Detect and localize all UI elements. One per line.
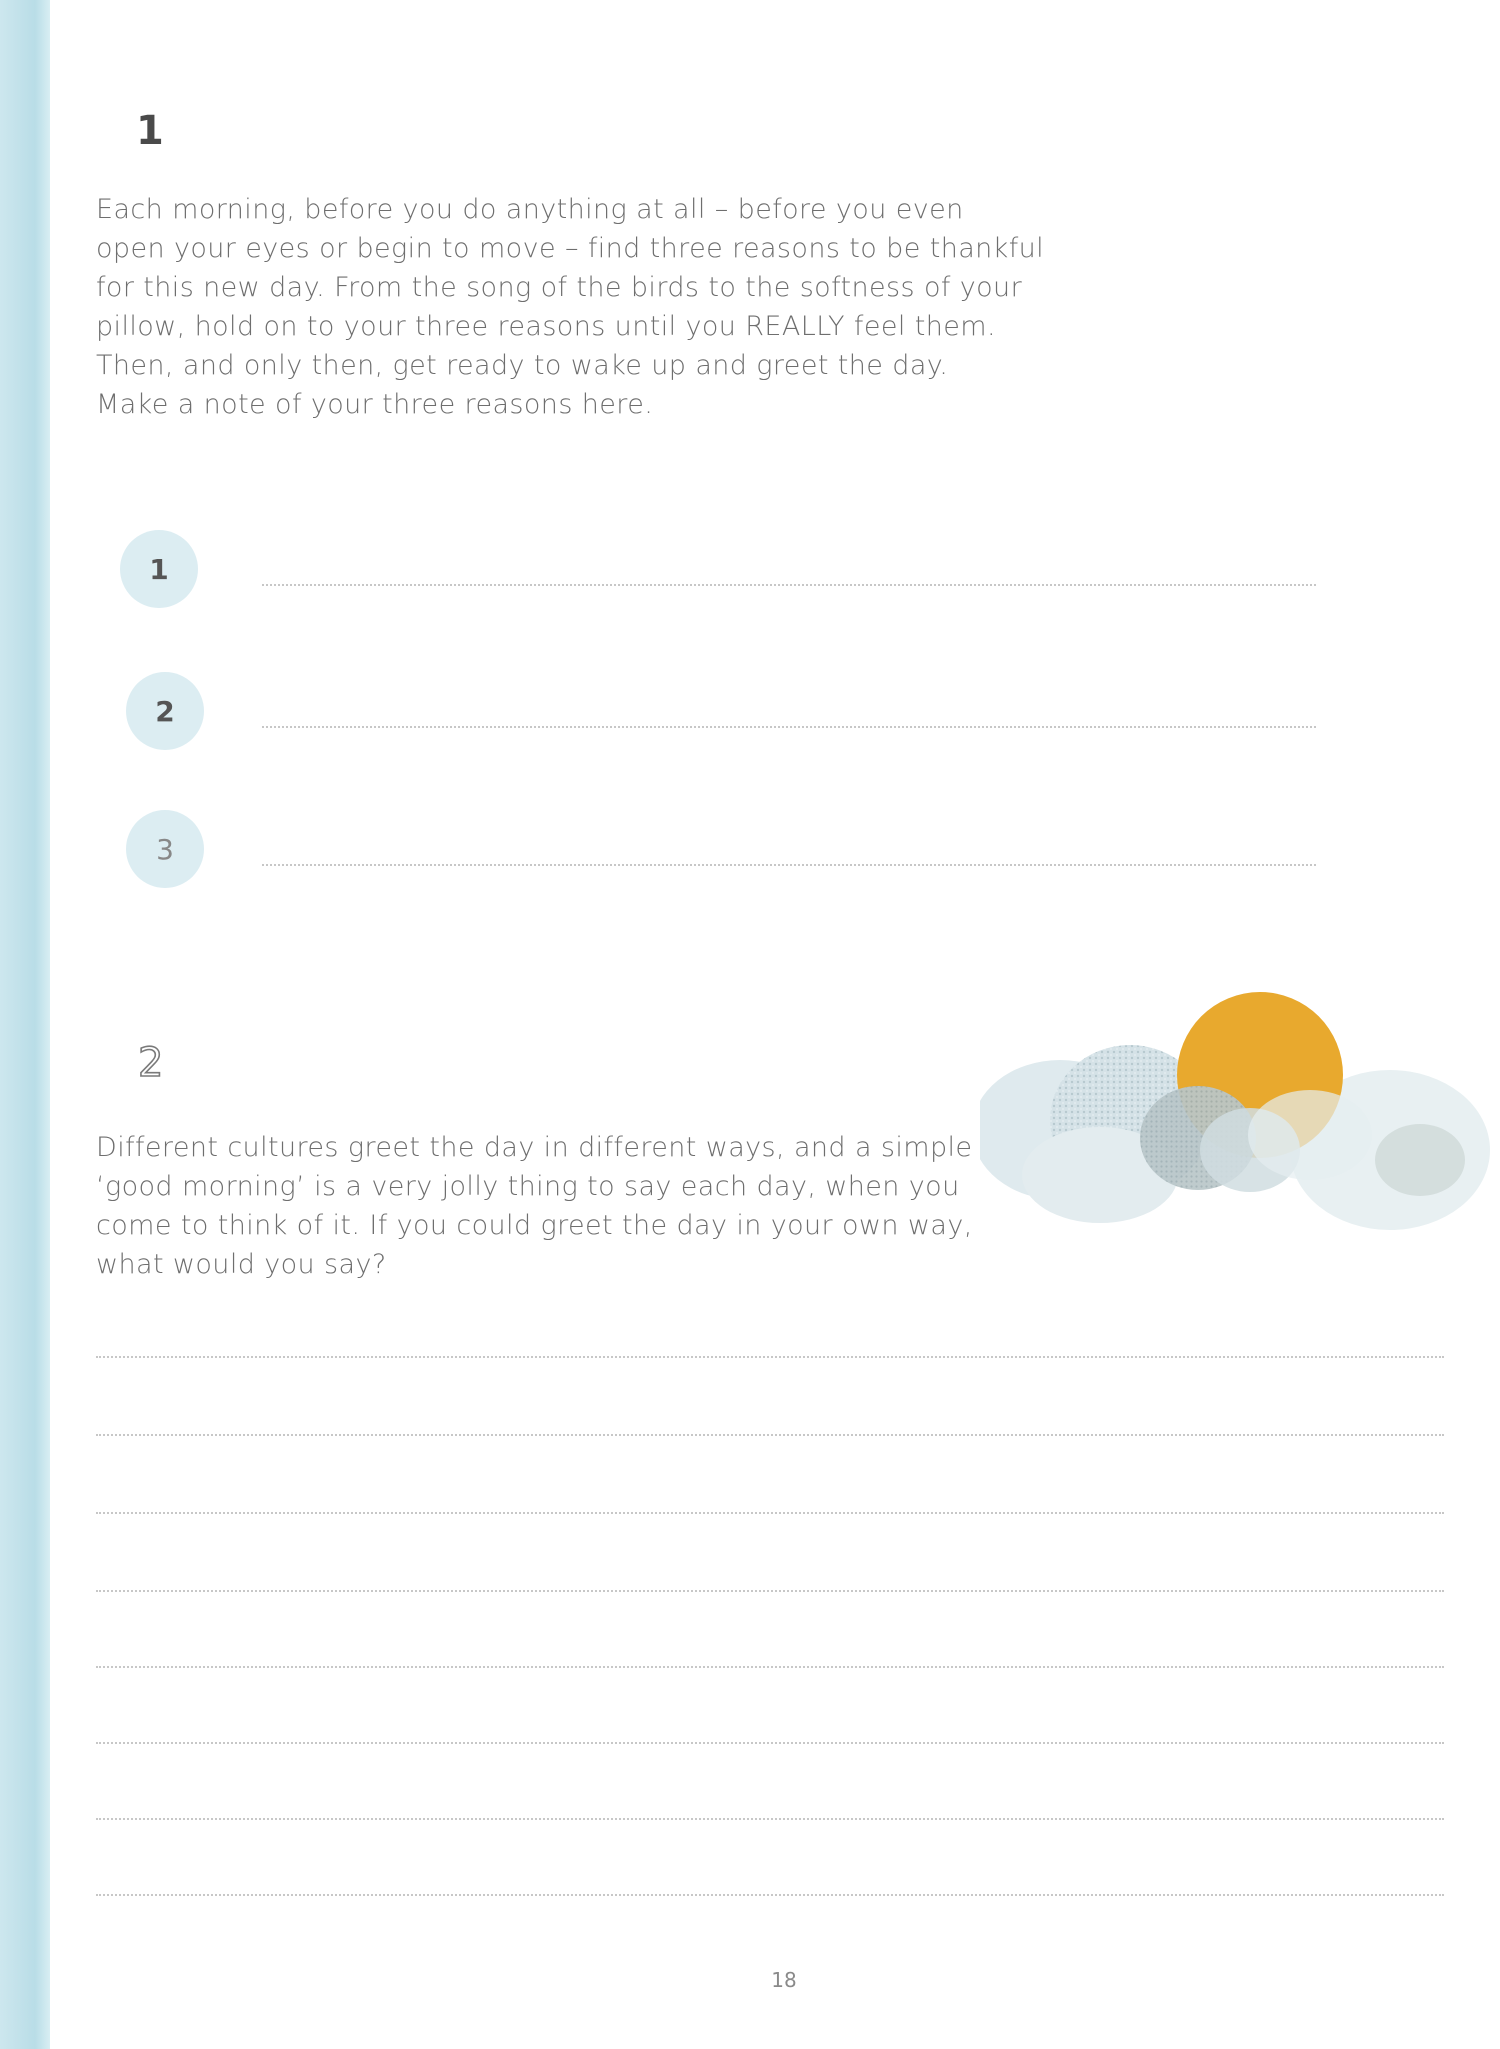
section-2-instructions: Different cultures greet the day in different ways, and a simple ‘good morning’ is a very jolly thing to say each day, when you come to think of it. If you could greet the day in your own way, what would you say? — [96, 1132, 973, 1280]
answer-line[interactable] — [96, 1818, 1444, 1820]
section-1-instructions: Each morning, before you do anything at all – before you even open your eyes or begin to move – find three reasons to be thankful for this new day. From the song of the birds to the softness of your pillow, hold on to your three reasons until you REALLY feel them. Then, and only then, get ready to wake up and greet the day. Make a note of your three reasons here. — [96, 194, 1045, 420]
cloud — [1375, 1124, 1465, 1196]
answer-line[interactable] — [96, 1590, 1444, 1592]
page-number: 18 — [771, 1968, 797, 1992]
sun-behind-clouds-icon — [980, 960, 1500, 1280]
answer-line[interactable] — [96, 1512, 1444, 1514]
reason-1-answer-line[interactable] — [262, 584, 1316, 586]
answer-line[interactable] — [96, 1434, 1444, 1436]
reason-3-badge: 3 — [126, 810, 204, 888]
reason-2-answer-line[interactable] — [262, 726, 1316, 728]
page-spine — [0, 0, 50, 2049]
section-2-number: 2 — [138, 1040, 164, 1086]
cloud — [1248, 1090, 1372, 1180]
reason-1-badge: 1 — [120, 530, 198, 608]
answer-line[interactable] — [96, 1666, 1444, 1668]
reason-2-badge: 2 — [126, 672, 204, 750]
answer-line[interactable] — [96, 1742, 1444, 1744]
answer-line[interactable] — [96, 1894, 1444, 1896]
answer-line[interactable] — [96, 1356, 1444, 1358]
section-1-number: 1 — [136, 108, 164, 154]
reason-3-answer-line[interactable] — [262, 864, 1316, 866]
